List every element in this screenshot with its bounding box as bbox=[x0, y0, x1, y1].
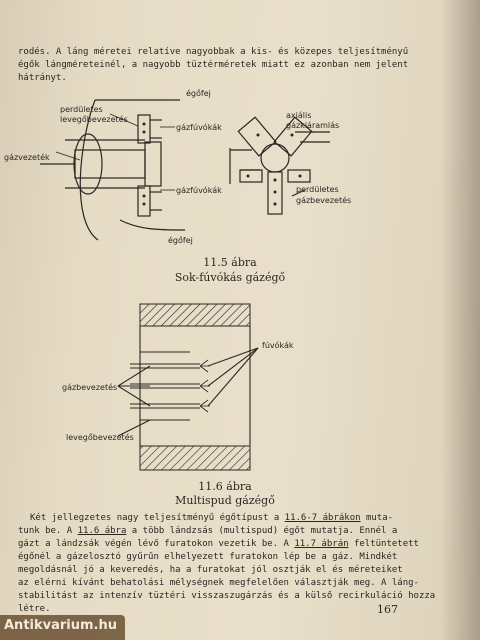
label-gazvezetek: gázvezeték bbox=[4, 153, 50, 162]
text-span: gázt a lándzsák végén lévő furatokon vezetik be. A bbox=[18, 539, 295, 549]
figure-11-6-number: 11.6 ábra bbox=[198, 480, 252, 493]
label-fuvokak: fúvókák bbox=[262, 341, 294, 350]
text-span: Két jellegzetes nagy teljesítményű égőtípust a bbox=[30, 513, 285, 523]
top-paragraph-line-3: hátrányt. bbox=[18, 73, 67, 83]
bottom-paragraph-line-8: létre. bbox=[18, 604, 51, 614]
link-figure-11-6[interactable]: 11.6 ábra bbox=[77, 526, 127, 536]
label-perdultetes-right-2: gázbevezetés bbox=[296, 196, 352, 205]
bottom-paragraph-line-4: égőnél a gázelosztó gyűrűn elhelyezett furatokon lép be a gáz. Mindkét bbox=[18, 552, 398, 562]
text-span: a több lándzsás (multispud) égőt mutatja. Ennél a bbox=[126, 526, 398, 536]
bottom-paragraph-line-7: stabilitást az intenzív tüztéri visszaszugárzás és a külső recirkuláció hozza bbox=[18, 591, 436, 601]
label-perdultetes-left-2: levegőbevezetés bbox=[60, 115, 128, 124]
text-span: muta- bbox=[360, 513, 394, 523]
link-figure-11-7[interactable]: 11.7 ábrán bbox=[294, 539, 349, 549]
label-egofej-top: égőfej bbox=[186, 89, 211, 98]
page-number: 167 bbox=[377, 603, 398, 616]
bottom-paragraph-line-6: az elérni kívánt behatolási mélységnek megfelelően választják meg. A láng- bbox=[18, 578, 419, 588]
figure-11-6-title: Multispud gázégő bbox=[175, 494, 275, 507]
text-span: feltüntetett bbox=[348, 539, 419, 549]
bottom-paragraph-line-1 bbox=[30, 512, 393, 525]
label-levegobevezetes: levegőbevezetés bbox=[66, 433, 134, 442]
top-paragraph-line-1: rodés. A láng méretei relatíve nagyobbak a kis- és közepes teljesítményű bbox=[18, 47, 409, 57]
figure-11-5-number: 11.5 ábra bbox=[203, 256, 257, 269]
bottom-paragraph-line-5: megoldásnál jó a keveredés, ha a furatokat jól osztják el és méreteiket bbox=[18, 565, 403, 575]
figure-11-5-title: Sok-fúvókás gázégő bbox=[174, 271, 286, 284]
label-axialis: axiális bbox=[286, 111, 312, 120]
figure-11-6-drawing bbox=[0, 300, 480, 480]
link-figure-11-6-7[interactable]: 11.6-7 ábrákon bbox=[284, 513, 361, 523]
label-egofej-bottom: égőfej bbox=[168, 236, 193, 245]
label-gazbevezetes: gázbevezetés bbox=[62, 383, 118, 392]
top-paragraph-line-2: égők lángméreteinél, a nagyobb tüztérméretek miatt ez azonban nem jelent bbox=[18, 60, 409, 70]
label-perdultetes-left-1: perdületes bbox=[60, 105, 103, 114]
label-gazkiaramlas: gázkiáramlás bbox=[286, 121, 340, 130]
label-gazfuvokak-bottom: gázfúvókák bbox=[176, 186, 222, 195]
bottom-paragraph-line-2 bbox=[18, 525, 397, 538]
text-span: tunk be. A bbox=[18, 526, 78, 536]
bottom-paragraph-line-3 bbox=[18, 538, 419, 551]
label-perdultetes-right-1: perdületes bbox=[296, 185, 339, 194]
watermark-logo: Antikvarium.hu bbox=[0, 615, 125, 640]
label-gazfuvokak-top: gázfúvókák bbox=[176, 123, 222, 132]
